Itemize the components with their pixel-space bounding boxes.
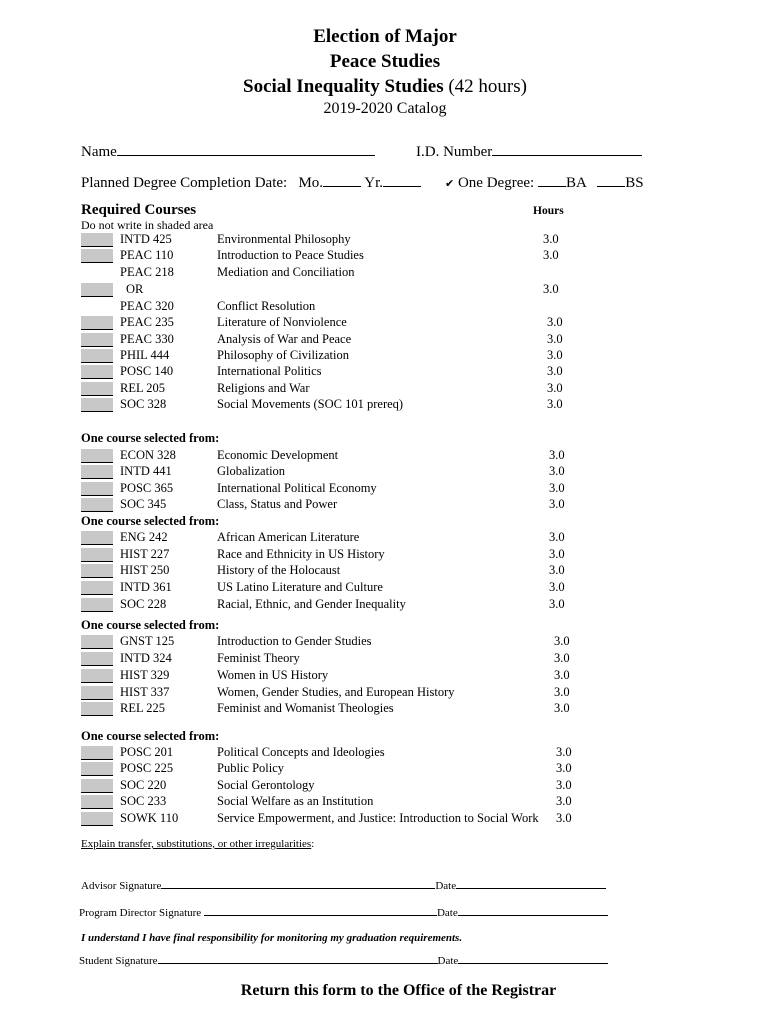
advisor-date-label: Date (435, 880, 457, 892)
course-title: Social Movements (SOC 101 prereq) (217, 397, 404, 411)
course-title: Women in US History (217, 668, 329, 682)
explain-row (81, 838, 314, 850)
course-title: Globalization (217, 464, 286, 478)
course-checkbox[interactable] (81, 482, 113, 496)
course-code: SOC 328 (120, 397, 167, 411)
course-title: Conflict Resolution (217, 299, 316, 313)
course-hours: 3.0 (556, 811, 572, 825)
course-title: Economic Development (217, 448, 339, 462)
course-checkbox[interactable] (81, 702, 113, 716)
id-row (416, 142, 642, 161)
track-title (0, 76, 770, 98)
course-code: INTD 425 (120, 232, 172, 246)
year-field[interactable] (383, 173, 421, 187)
bs-label: BS (625, 175, 644, 191)
course-hours: 3.0 (556, 778, 572, 792)
planned-date-label: Planned Degree Completion Date: (81, 175, 288, 191)
course-checkbox[interactable] (81, 398, 113, 412)
course-hours: 3.0 (543, 248, 559, 262)
track-name: Social Inequality Studies (243, 76, 444, 97)
course-title: Political Concepts and Ideologies (217, 745, 385, 759)
course-title: Introduction to Gender Studies (217, 634, 372, 648)
course-hours: 3.0 (549, 563, 565, 577)
course-checkbox[interactable] (81, 498, 113, 512)
year-label: Yr. (364, 175, 383, 191)
course-code: PEAC 235 (120, 315, 174, 329)
form-title: Election of Major (313, 26, 457, 47)
course-code: PEAC 218 (120, 265, 174, 279)
course-code: PEAC 320 (120, 299, 174, 313)
id-number-field[interactable] (492, 142, 642, 156)
course-title: History of the Holocaust (217, 563, 341, 577)
advisor-date-field[interactable] (456, 878, 606, 889)
course-checkbox[interactable] (81, 635, 113, 649)
course-code: PEAC 110 (120, 248, 174, 262)
course-code: ECON 328 (120, 448, 176, 462)
course-checkbox[interactable] (81, 669, 113, 683)
course-checkbox[interactable] (81, 531, 113, 545)
course-code: HIST 329 (120, 668, 170, 682)
responsibility-statement: I understand I have final responsibility for monitoring my graduation requirements. (81, 932, 463, 944)
course-code: POSC 365 (120, 481, 174, 495)
director-signature-row (79, 905, 608, 919)
course-title: Feminist Theory (217, 651, 300, 665)
course-title: Feminist and Womanist Theologies (217, 701, 394, 715)
course-code: SOC 345 (120, 497, 167, 511)
course-checkbox[interactable] (81, 283, 113, 297)
course-checkbox[interactable] (81, 795, 113, 809)
course-code: HIST 337 (120, 685, 170, 699)
course-title: Service Empowerment, and Justice: Introduction to Social Work (217, 811, 539, 825)
degree-row (445, 173, 644, 192)
course-checkbox[interactable] (81, 382, 113, 396)
course-checkbox[interactable] (81, 233, 113, 247)
course-hours: 3.0 (549, 580, 565, 594)
course-checkbox[interactable] (81, 598, 113, 612)
course-code: INTD 441 (120, 464, 172, 478)
course-hours: 3.0 (547, 315, 563, 329)
course-code: HIST 227 (120, 547, 170, 561)
course-code: POSC 225 (120, 761, 174, 775)
course-code: REL 205 (120, 381, 166, 395)
course-hours: 3.0 (556, 794, 572, 808)
group-heading: One course selected from: (81, 514, 220, 528)
course-hours: 3.0 (549, 448, 565, 462)
course-hours: 3.0 (549, 464, 565, 478)
course-checkbox[interactable] (81, 812, 113, 826)
course-hours: 3.0 (554, 668, 570, 682)
course-checkbox[interactable] (81, 249, 113, 263)
course-hours: 3.0 (549, 530, 565, 544)
course-hours: 3.0 (547, 381, 563, 395)
course-title: Women, Gender Studies, and European History (217, 685, 455, 699)
ba-field[interactable] (538, 173, 566, 187)
course-checkbox[interactable] (81, 779, 113, 793)
course-code: POSC 201 (120, 745, 174, 759)
track-hours: (42 hours) (443, 76, 527, 97)
advisor-signature-field[interactable] (161, 878, 435, 889)
course-checkbox[interactable] (81, 564, 113, 578)
advisor-signature-row (81, 878, 606, 892)
course-hours: 3.0 (543, 232, 559, 246)
group-heading: One course selected from: (81, 729, 220, 743)
course-checkbox[interactable] (81, 581, 113, 595)
month-label: Mo. (298, 175, 324, 191)
name-row (81, 142, 375, 161)
catalog-year: 2019-2020 Catalog (323, 100, 447, 117)
student-date-field[interactable] (458, 953, 608, 964)
shaded-area-note: Do not write in shaded area (81, 218, 214, 232)
course-code: INTD 361 (120, 580, 172, 594)
id-label: I.D. Number (416, 144, 493, 160)
student-signature-label: Student Signature (79, 955, 158, 967)
advisor-signature-label: Advisor Signature (81, 880, 162, 892)
return-instruction: Return this form to the Office of the Registrar (240, 982, 557, 999)
course-hours: 3.0 (547, 348, 563, 362)
group-heading: One course selected from: (81, 431, 220, 445)
course-checkbox[interactable] (81, 465, 113, 479)
course-checkbox[interactable] (81, 449, 113, 463)
course-code: OR (126, 282, 144, 296)
course-checkbox[interactable] (81, 365, 113, 379)
check-icon: ✔ (445, 177, 455, 190)
course-title: Environmental Philosophy (217, 232, 351, 246)
course-checkbox[interactable] (81, 686, 113, 700)
course-title: Analysis of War and Peace (217, 332, 352, 346)
bs-field[interactable] (597, 173, 625, 187)
course-title: Religions and War (217, 381, 310, 395)
required-courses-heading: Required Courses (81, 202, 197, 218)
name-field[interactable] (117, 142, 375, 156)
course-hours: 3.0 (549, 597, 565, 611)
course-code: INTD 324 (120, 651, 172, 665)
director-date-label: Date (436, 907, 458, 919)
course-checkbox[interactable] (81, 316, 113, 330)
course-hours: 3.0 (543, 282, 559, 296)
course-checkbox[interactable] (81, 333, 113, 347)
course-checkbox[interactable] (81, 746, 113, 760)
course-code: GNST 125 (120, 634, 175, 648)
course-code: SOC 220 (120, 778, 167, 792)
director-signature-field[interactable] (204, 905, 437, 916)
course-title: International Politics (217, 364, 322, 378)
major-title: Peace Studies (329, 51, 441, 72)
course-hours: 3.0 (547, 397, 563, 411)
course-checkbox[interactable] (81, 652, 113, 666)
course-hours: 3.0 (554, 685, 570, 699)
course-code: SOC 233 (120, 794, 167, 808)
course-title: Philosophy of Civilization (217, 348, 349, 362)
course-code: POSC 140 (120, 364, 174, 378)
course-title: Class, Status and Power (217, 497, 338, 511)
group-heading: One course selected from: (81, 618, 220, 632)
course-hours: 3.0 (547, 332, 563, 346)
student-date-label: Date (437, 955, 459, 967)
course-title: Introduction to Peace Studies (217, 248, 364, 262)
course-hours: 3.0 (554, 651, 570, 665)
course-title: Public Policy (217, 761, 285, 775)
director-signature-label: Program Director Signature (79, 907, 202, 919)
course-title: Mediation and Conciliation (217, 265, 355, 279)
course-code: ENG 242 (120, 530, 168, 544)
ba-label: BA (565, 175, 586, 191)
course-code: REL 225 (120, 701, 166, 715)
course-title: African American Literature (217, 530, 360, 544)
course-title: US Latino Literature and Culture (217, 580, 383, 594)
course-code: SOC 228 (120, 597, 167, 611)
course-hours: 3.0 (554, 701, 570, 715)
course-code: PEAC 330 (120, 332, 174, 346)
planned-date-row (81, 173, 421, 192)
course-title: Social Welfare as an Institution (217, 794, 374, 808)
course-hours: 3.0 (549, 497, 565, 511)
explain-colon: : (311, 838, 315, 850)
course-checkbox[interactable] (81, 762, 113, 776)
student-signature-field[interactable] (158, 953, 438, 964)
course-hours: 3.0 (554, 634, 570, 648)
name-label: Name (81, 144, 117, 160)
course-checkbox[interactable] (81, 548, 113, 562)
course-title: International Political Economy (217, 481, 377, 495)
course-title: Racial, Ethnic, and Gender Inequality (217, 597, 406, 611)
course-hours: 3.0 (556, 745, 572, 759)
course-hours: 3.0 (549, 481, 565, 495)
student-signature-row (79, 953, 608, 967)
course-code: SOWK 110 (120, 811, 179, 825)
explain-label: Explain transfer, substitutions, or other irregularities (81, 838, 312, 850)
course-hours: 3.0 (549, 547, 565, 561)
hours-header: Hours (533, 205, 564, 217)
course-code: PHIL 444 (120, 348, 170, 362)
director-date-field[interactable] (458, 905, 608, 916)
course-checkbox[interactable] (81, 349, 113, 363)
course-hours: 3.0 (547, 364, 563, 378)
one-degree-label: One Degree: (457, 175, 535, 191)
course-title: Social Gerontology (217, 778, 315, 792)
course-title: Literature of Nonviolence (217, 315, 347, 329)
month-field[interactable] (323, 173, 361, 187)
course-hours: 3.0 (556, 761, 572, 775)
course-code: HIST 250 (120, 563, 170, 577)
course-title: Race and Ethnicity in US History (217, 547, 385, 561)
